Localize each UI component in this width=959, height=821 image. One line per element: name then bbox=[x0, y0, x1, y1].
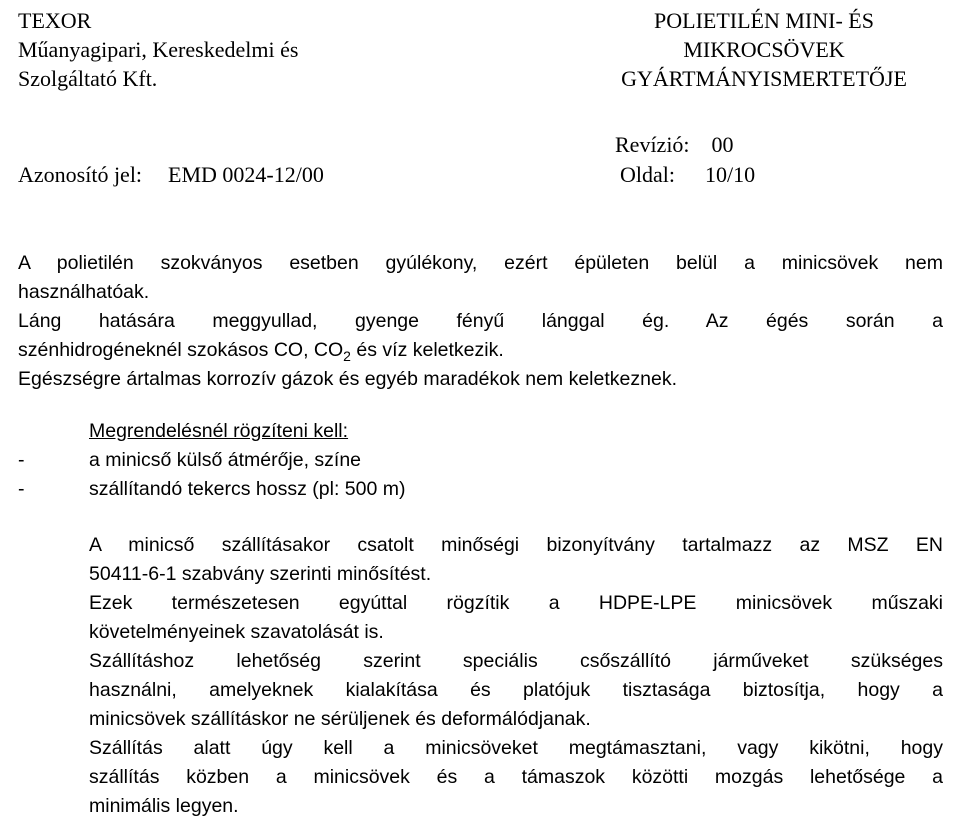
text-line: szállítás közben a minicsövek és a támaszok közötti mozgás lehetősége a bbox=[89, 766, 943, 788]
bullet-dash: - bbox=[18, 478, 25, 500]
text-line: Szállításhoz lehetőség szerint speciális csőszállító járműveket szükséges bbox=[89, 650, 943, 672]
text-fragment: és víz keletkezik. bbox=[350, 339, 504, 361]
company-name bbox=[18, 6, 298, 93]
bullet-dash: - bbox=[18, 449, 25, 471]
title-line: POLIETILÉN MINI- ÉS bbox=[654, 8, 874, 33]
text-line bbox=[18, 336, 943, 365]
text-fragment: szénhidrogéneknél szokásos CO, CO bbox=[18, 339, 344, 361]
intro-paragraph bbox=[18, 249, 943, 394]
text-line: minicsövek szállításkor ne sérüljenek és deformálódjanak. bbox=[89, 708, 591, 730]
page-label: Oldal: bbox=[620, 162, 675, 187]
text-line: A minicső szállításakor csatolt minőségi bizonyítvány tartalmazz az MSZ EN bbox=[89, 534, 943, 556]
document-title bbox=[594, 6, 934, 93]
text-line: Szállítás alatt úgy kell a minicsöveket megtámasztani, vagy kikötni, hogy bbox=[89, 737, 943, 759]
list-item-text: szállítandó tekercs hossz (pl: 500 m) bbox=[89, 478, 406, 500]
identifier-value: EMD 0024-12/00 bbox=[168, 162, 324, 187]
revision-info bbox=[615, 130, 734, 159]
list-item-text: a minicső külső átmérője, színe bbox=[89, 449, 362, 471]
list-item bbox=[18, 475, 405, 504]
page-value: 10/10 bbox=[705, 162, 756, 187]
order-heading: Megrendelésnél rögzíteni kell: bbox=[89, 420, 349, 442]
company-line: Műanyagipari, Kereskedelmi és bbox=[18, 37, 299, 62]
order-list bbox=[18, 446, 405, 504]
company-line: TEXOR bbox=[18, 8, 92, 33]
text-line: követelményeinek szavatolását is. bbox=[89, 621, 384, 643]
subscript: 2 bbox=[343, 347, 351, 364]
text-line: Egészségre ártalmas korrozív gázok és egyéb maradékok nem keletkeznek. bbox=[18, 368, 677, 390]
text-line: használhatóak. bbox=[18, 281, 150, 303]
title-line: GYÁRTMÁNYISMERTETŐJE bbox=[621, 66, 907, 91]
body-text bbox=[89, 531, 943, 821]
text-line: Láng hatására meggyullad, gyenge fényű lánggal ég. Az égés során a bbox=[18, 310, 943, 332]
title-line: MIKROCSÖVEK bbox=[683, 37, 845, 62]
company-line: Szolgáltató Kft. bbox=[18, 66, 158, 91]
text-line: használni, amelyeknek kialakítása és platójuk tisztasága biztosítja, hogy a bbox=[89, 679, 943, 701]
text-line: A polietilén szokványos esetben gyúlékony, ezért épületen belül a minicsövek nem bbox=[18, 252, 943, 274]
list-item bbox=[18, 446, 405, 475]
page-info bbox=[620, 160, 755, 189]
text-line: Ezek természetesen egyúttal rögzítik a HDPE-LPE minicsövek műszaki bbox=[89, 592, 943, 614]
revision-value: 00 bbox=[711, 132, 734, 157]
revision-label: Revízió: bbox=[615, 132, 690, 157]
identifier-info bbox=[18, 160, 324, 189]
text-line: minimális legyen. bbox=[89, 795, 239, 817]
text-line: 50411-6-1 szabvány szerinti minősítést. bbox=[89, 563, 432, 585]
identifier-label: Azonosító jel: bbox=[18, 162, 143, 187]
